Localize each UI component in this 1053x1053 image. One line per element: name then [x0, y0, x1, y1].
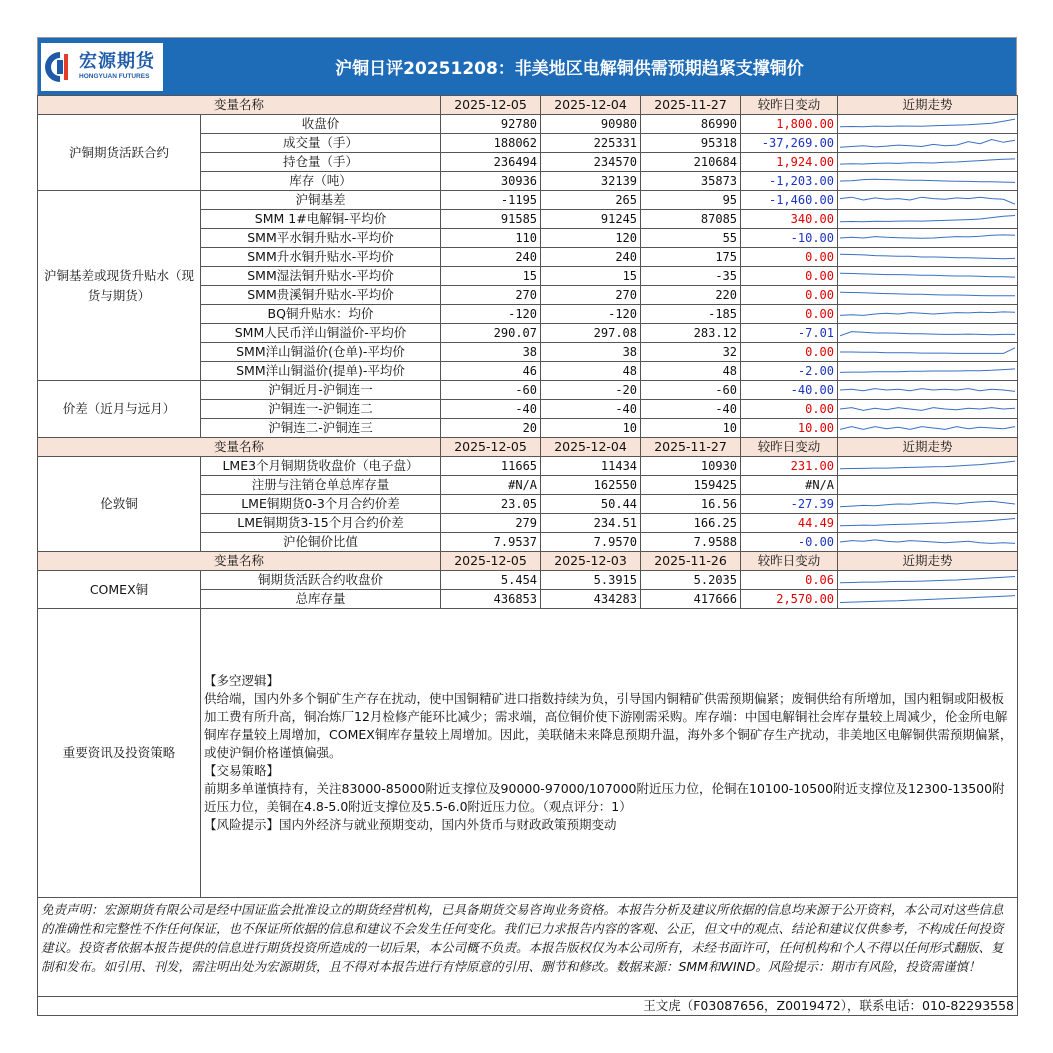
sparkline-cell — [838, 476, 1018, 495]
risk-heading: 【风险提示】 — [204, 817, 280, 832]
disclaimer-row — [38, 898, 1018, 997]
trend-line — [840, 292, 1015, 296]
header-change: 较昨日变动 — [741, 552, 838, 571]
value-v3: 32 — [641, 343, 741, 362]
header-date-d2: 2025-12-04 — [541, 438, 641, 457]
value-v1: -120 — [441, 305, 541, 324]
change-value: 1,800.00 — [741, 115, 838, 134]
header-change: 较昨日变动 — [741, 438, 838, 457]
sparkline-cell — [838, 400, 1018, 419]
author-contact: 王文虎（F03087656，Z0019472），联系电话：010-82293558 — [38, 997, 1018, 1016]
variable-name: 持仓量（手） — [201, 153, 441, 172]
header-variable-name: 变量名称 — [38, 552, 441, 571]
value-v3: 16.56 — [641, 495, 741, 514]
sparkline-cell — [838, 191, 1018, 210]
sparkline-cell — [838, 134, 1018, 153]
header-date-d3: 2025-11-26 — [641, 552, 741, 571]
value-v2: 7.9570 — [541, 533, 641, 552]
risk-paragraph: 国内外经济与就业预期变动，国内外货币与财政政策预期变动 — [279, 817, 617, 832]
value-v3: 175 — [641, 248, 741, 267]
variable-name: 沪铜近月-沪铜连一 — [201, 381, 441, 400]
variable-name: LME3个月铜期货收盘价（电子盘） — [201, 457, 441, 476]
value-v2: 234570 — [541, 153, 641, 172]
variable-name: 收盘价 — [201, 115, 441, 134]
value-v2: 162550 — [541, 476, 641, 495]
sparkline-cell — [838, 305, 1018, 324]
report-header — [37, 37, 1017, 95]
trend-line — [840, 197, 1015, 204]
header-variable-name: 变量名称 — [38, 96, 441, 115]
variable-name: BQ铜升贴水：均价 — [201, 305, 441, 324]
value-v3: -60 — [641, 381, 741, 400]
value-v3: 417666 — [641, 590, 741, 609]
logo-cn-text: 宏源期货 — [79, 50, 155, 72]
value-v2: 265 — [541, 191, 641, 210]
value-v2: 234.51 — [541, 514, 641, 533]
value-v1: 270 — [441, 286, 541, 305]
header-date-d3: 2025-11-27 — [641, 96, 741, 115]
trend-sparkline — [840, 249, 1015, 265]
sparkline-cell — [838, 115, 1018, 134]
trend-line — [840, 501, 1015, 507]
value-v1: 236494 — [441, 153, 541, 172]
sparkline-cell — [838, 229, 1018, 248]
variable-name: LME铜期货3-15个月合约价差 — [201, 514, 441, 533]
trend-sparkline — [840, 268, 1015, 284]
trend-sparkline — [840, 382, 1015, 398]
sparkline-cell — [838, 590, 1018, 609]
trend-sparkline — [840, 572, 1015, 588]
trend-sparkline — [840, 591, 1015, 607]
value-v2: 120 — [541, 229, 641, 248]
variable-name: SMM升水铜升贴水-平均价 — [201, 248, 441, 267]
variable-name: LME铜期货0-3个月合约价差 — [201, 495, 441, 514]
variable-name: 沪铜连二-沪铜连三 — [201, 419, 441, 438]
value-v3: -185 — [641, 305, 741, 324]
trend-sparkline — [840, 401, 1015, 417]
variable-name: SMM贵溪铜升贴水-平均价 — [201, 286, 441, 305]
header-variable-name: 变量名称 — [38, 438, 441, 457]
value-v1: #N/A — [441, 476, 541, 495]
value-v3: 35873 — [641, 172, 741, 191]
variable-name: SMM人民币洋山铜溢价-平均价 — [201, 324, 441, 343]
change-value: 0.00 — [741, 343, 838, 362]
value-v1: -40 — [441, 400, 541, 419]
value-v2: 48 — [541, 362, 641, 381]
trend-line — [840, 254, 1015, 259]
value-v2: 90980 — [541, 115, 641, 134]
variable-name: 库存（吨） — [201, 172, 441, 191]
sparkline-cell — [838, 457, 1018, 476]
change-value: -1,460.00 — [741, 191, 838, 210]
change-value: -27.39 — [741, 495, 838, 514]
sparkline-cell — [838, 495, 1018, 514]
trend-sparkline — [840, 325, 1015, 341]
sparkline-cell — [838, 248, 1018, 267]
group-label: 沪铜期货活跃合约 — [38, 115, 201, 191]
change-value: -0.00 — [741, 533, 838, 552]
change-value: 2,570.00 — [741, 590, 838, 609]
value-v1: 240 — [441, 248, 541, 267]
trend-line — [840, 332, 1015, 336]
value-v1: 11665 — [441, 457, 541, 476]
value-v3: 166.25 — [641, 514, 741, 533]
trend-line — [840, 540, 1015, 544]
value-v2: 15 — [541, 267, 641, 286]
variable-name: SMM洋山铜溢价(提单)-平均价 — [201, 362, 441, 381]
value-v3: 159425 — [641, 476, 741, 495]
company-logo — [41, 43, 163, 91]
change-value: -37,269.00 — [741, 134, 838, 153]
value-v3: 5.2035 — [641, 571, 741, 590]
trend-line — [840, 519, 1015, 526]
value-v2: 5.3915 — [541, 571, 641, 590]
trend-line — [840, 408, 1015, 411]
value-v1: 279 — [441, 514, 541, 533]
trend-sparkline — [840, 496, 1015, 512]
trend-line — [840, 577, 1015, 583]
variable-name: 沪铜基差 — [201, 191, 441, 210]
value-v3: 210684 — [641, 153, 741, 172]
strategy-row — [38, 609, 1018, 898]
footer-row — [38, 997, 1018, 1016]
header-change: 较昨日变动 — [741, 96, 838, 115]
change-value: 0.00 — [741, 305, 838, 324]
value-v1: 110 — [441, 229, 541, 248]
header-trend: 近期走势 — [838, 552, 1018, 571]
trend-sparkline — [840, 534, 1015, 550]
change-value: 1,924.00 — [741, 153, 838, 172]
change-value: 0.00 — [741, 248, 838, 267]
value-v2: 434283 — [541, 590, 641, 609]
value-v3: 55 — [641, 229, 741, 248]
value-v3: -40 — [641, 400, 741, 419]
variable-name: SMM 1#电解铜-平均价 — [201, 210, 441, 229]
trend-line — [840, 312, 1015, 316]
value-v2: -40 — [541, 400, 641, 419]
value-v2: 38 — [541, 343, 641, 362]
trend-line — [840, 348, 1015, 354]
variable-name: SMM湿法铜升贴水-平均价 — [201, 267, 441, 286]
report-page — [37, 37, 1017, 1016]
value-v1: 290.07 — [441, 324, 541, 343]
value-v2: 297.08 — [541, 324, 641, 343]
header-date-d1: 2025-12-05 — [441, 552, 541, 571]
sparkline-cell — [838, 210, 1018, 229]
trend-sparkline — [840, 458, 1015, 474]
value-v1: 20 — [441, 419, 541, 438]
value-v1: 436853 — [441, 590, 541, 609]
table-row — [38, 457, 1018, 476]
trend-sparkline — [840, 192, 1015, 208]
change-value: 0.06 — [741, 571, 838, 590]
logo-mark-icon — [45, 50, 75, 84]
value-v2: 32139 — [541, 172, 641, 191]
table-header-row — [38, 96, 1018, 115]
value-v2: -120 — [541, 305, 641, 324]
change-value: 0.00 — [741, 400, 838, 419]
change-value: 44.49 — [741, 514, 838, 533]
trend-line — [840, 427, 1015, 430]
value-v3: 7.9588 — [641, 533, 741, 552]
change-value: -1,203.00 — [741, 172, 838, 191]
header-date-d1: 2025-12-05 — [441, 438, 541, 457]
table-header-row — [38, 438, 1018, 457]
change-value: 0.00 — [741, 267, 838, 286]
trend-line — [840, 596, 1015, 603]
value-v3: 95318 — [641, 134, 741, 153]
value-v1: 5.454 — [441, 571, 541, 590]
change-value: 340.00 — [741, 210, 838, 229]
value-v2: -20 — [541, 381, 641, 400]
sparkline-cell — [838, 153, 1018, 172]
value-v1: -60 — [441, 381, 541, 400]
trend-sparkline — [840, 515, 1015, 531]
value-v1: 188062 — [441, 134, 541, 153]
variable-name: 成交量（手） — [201, 134, 441, 153]
disclaimer-text: 免责声明：宏源期货有限公司是经中国证监会批准设立的期货经营机构，已具备期货交易咨询业务资格。本报告分析及建议所依据的信息均来源于公开资料，本公司对这些信息的准确性和完整性不作任何保证，也不保证所依据的信息和建议不会发生任何变化。我们已力求报告内容的客观、公正，但文中的观点、结论和建议仅供参考，不构成任何投资建议。投资者依据本报告提供的信息进行期货投资所造成的一切后果，本公司概不负责。本报告版权仅为本公司所有，未经书面许可，任何机构和个人不得以任何形式翻版、复制和发布。如引用、刊发，需注明出处为宏源期货，且不得对本报告进行有悖原意的引用、删节和修改。数据来源：SMM和WIND。风险提示：期市有风险，投资需谨慎！ — [38, 898, 1018, 997]
change-value: 231.00 — [741, 457, 838, 476]
sparkline-cell — [838, 267, 1018, 286]
value-v1: 38 — [441, 343, 541, 362]
trend-sparkline — [840, 211, 1015, 227]
value-v1: 30936 — [441, 172, 541, 191]
value-v3: 95 — [641, 191, 741, 210]
trend-line — [840, 140, 1015, 148]
trend-line — [840, 159, 1015, 164]
value-v2: 240 — [541, 248, 641, 267]
value-v3: 283.12 — [641, 324, 741, 343]
value-v2: 91245 — [541, 210, 641, 229]
trend-sparkline — [840, 420, 1015, 436]
change-value: -7.01 — [741, 324, 838, 343]
variable-name: 沪伦铜价比值 — [201, 533, 441, 552]
table-row — [38, 191, 1018, 210]
sparkline-cell — [838, 362, 1018, 381]
trend-sparkline — [840, 344, 1015, 360]
value-v3: 220 — [641, 286, 741, 305]
trading-heading: 【交易策略】 — [204, 763, 280, 778]
table-header-row — [38, 552, 1018, 571]
change-value: #N/A — [741, 476, 838, 495]
value-v3: 86990 — [641, 115, 741, 134]
trend-sparkline — [840, 230, 1015, 246]
sparkline-cell — [838, 381, 1018, 400]
trend-sparkline — [840, 363, 1015, 379]
change-value: -2.00 — [741, 362, 838, 381]
trend-sparkline — [840, 135, 1015, 151]
change-value: -10.00 — [741, 229, 838, 248]
header-date-d2: 2025-12-04 — [541, 96, 641, 115]
trend-line — [840, 119, 1015, 127]
header-date-d2: 2025-12-03 — [541, 552, 641, 571]
table-row — [38, 381, 1018, 400]
value-v2: 50.44 — [541, 495, 641, 514]
value-v1: 7.9537 — [441, 533, 541, 552]
trend-line — [840, 369, 1015, 373]
trend-line — [840, 389, 1015, 392]
trend-sparkline — [840, 287, 1015, 303]
value-v1: 91585 — [441, 210, 541, 229]
trend-sparkline — [840, 306, 1015, 322]
header-date-d3: 2025-11-27 — [641, 438, 741, 457]
variable-name: SMM洋山铜溢价(仓单)-平均价 — [201, 343, 441, 362]
trend-sparkline — [840, 173, 1015, 189]
group-label: 价差（近月与远月） — [38, 381, 201, 438]
value-v1: 46 — [441, 362, 541, 381]
sparkline-cell — [838, 172, 1018, 191]
trend-line — [840, 461, 1015, 469]
value-v2: 11434 — [541, 457, 641, 476]
sparkline-cell — [838, 324, 1018, 343]
value-v2: 225331 — [541, 134, 641, 153]
trend-line — [840, 216, 1015, 222]
header-trend: 近期走势 — [838, 96, 1018, 115]
value-v1: -1195 — [441, 191, 541, 210]
value-v3: 87085 — [641, 210, 741, 229]
header-trend: 近期走势 — [838, 438, 1018, 457]
variable-name: 总库存量 — [201, 590, 441, 609]
trend-sparkline — [840, 116, 1015, 132]
table-row — [38, 571, 1018, 590]
sparkline-cell — [838, 514, 1018, 533]
value-v2: 270 — [541, 286, 641, 305]
group-label: 沪铜基差或现货升贴水（现货与期货） — [38, 191, 201, 381]
report-title: 沪铜日评20251208：非美地区电解铜供需预期趋紧支撑铜价 — [335, 59, 804, 79]
sparkline-cell — [838, 419, 1018, 438]
value-v1: 15 — [441, 267, 541, 286]
value-v3: 10 — [641, 419, 741, 438]
trend-line — [840, 235, 1015, 238]
value-v1: 92780 — [441, 115, 541, 134]
strategy-text — [201, 609, 1018, 898]
sparkline-cell — [838, 343, 1018, 362]
sparkline-cell — [838, 571, 1018, 590]
trend-line — [840, 179, 1015, 182]
header-date-d1: 2025-12-05 — [441, 96, 541, 115]
value-v2: 10 — [541, 419, 641, 438]
trend-sparkline — [840, 154, 1015, 170]
logo-en-text: HONGYUAN FUTURES — [79, 72, 150, 80]
variable-name: 注册与注销仓单总库存量 — [201, 476, 441, 495]
table-row — [38, 115, 1018, 134]
change-value: 0.00 — [741, 286, 838, 305]
variable-name: SMM平水铜升贴水-平均价 — [201, 229, 441, 248]
trend-line — [840, 273, 1015, 277]
group-label: 伦敦铜 — [38, 457, 201, 552]
strategy-label: 重要资讯及投资策略 — [38, 609, 201, 898]
sparkline-cell — [838, 286, 1018, 305]
logic-paragraph: 供给端，国内外多个铜矿生产存在扰动，使中国铜精矿进口指数持续为负，引导国内铜精矿供需预期偏紧；废铜供给有所增加，国内粗铜或阳极板加工费有所升高，铜冶炼厂12月检修产能环比减少；需求端，高位铜价使下游刚需采购。库存端：中国电解铜社会库存量较上周减少，伦金所电解铜库存量较上周增加，COMEX铜库存量较上周增加。因此，美联储未来降息预期升温，海外多个铜矿存生产扰动，非美地区电解铜供需预期偏紧，或使沪铜价格谨慎偏强。 — [204, 691, 1013, 760]
trading-paragraph: 前期多单谨慎持有，关注83000-85000附近支撑位及90000-97000/107000附近压力位，伦铜在10100-10500附近支撑位及12300-13500附近压力位，美铜在4.8-5.0附近支撑位及5.5-6.0附近压力位。（观点评分：1） — [204, 781, 1005, 814]
data-table — [37, 95, 1018, 1016]
value-v3: 48 — [641, 362, 741, 381]
variable-name: 铜期货活跃合约收盘价 — [201, 571, 441, 590]
variable-name: 沪铜连一-沪铜连二 — [201, 400, 441, 419]
value-v3: -35 — [641, 267, 741, 286]
group-label: COMEX铜 — [38, 571, 201, 609]
sparkline-cell — [838, 533, 1018, 552]
logic-heading: 【多空逻辑】 — [204, 673, 280, 688]
change-value: -40.00 — [741, 381, 838, 400]
change-value: 10.00 — [741, 419, 838, 438]
value-v1: 23.05 — [441, 495, 541, 514]
value-v3: 10930 — [641, 457, 741, 476]
